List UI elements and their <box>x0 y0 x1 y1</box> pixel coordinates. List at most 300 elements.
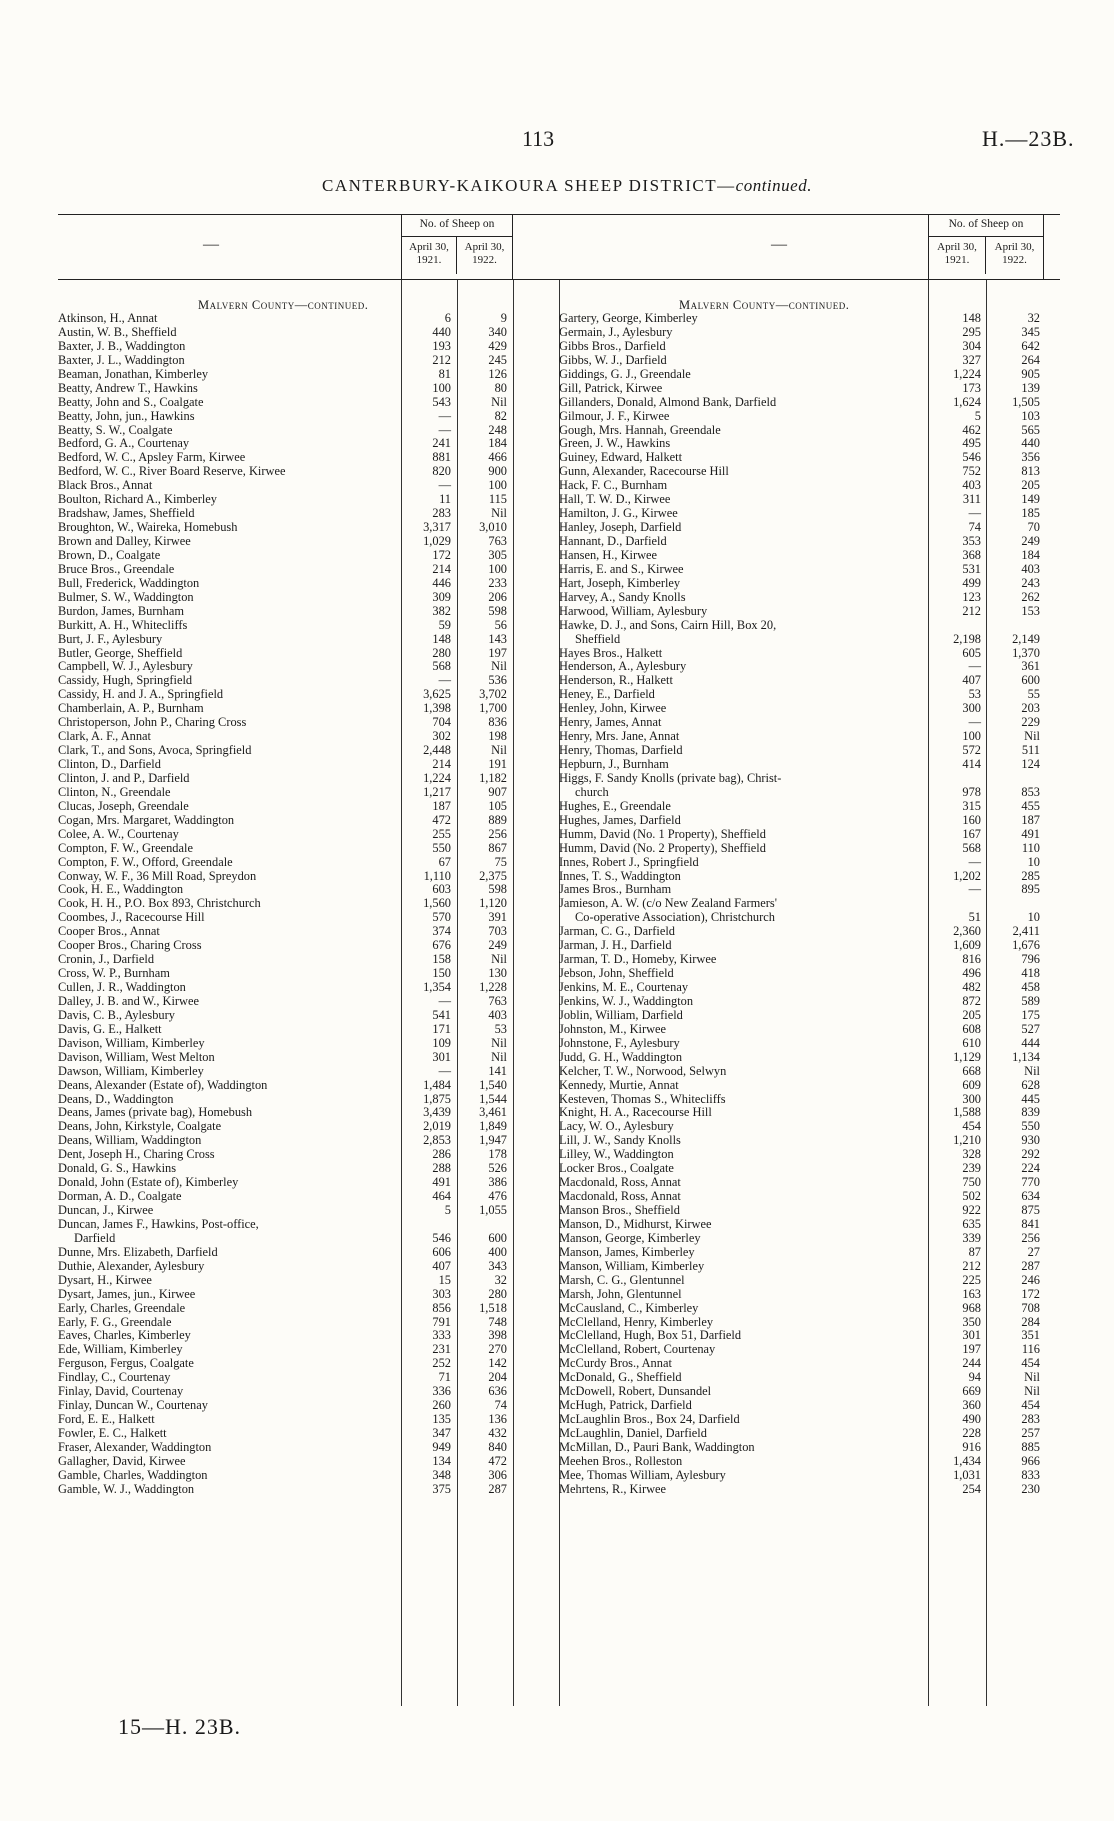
sheep-count-1922: 343 <box>488 1258 507 1273</box>
col-1922-header: April 30, 1922. <box>464 241 505 266</box>
owner-name <box>559 1343 927 1357</box>
table-row <box>58 1288 559 1302</box>
table-row <box>559 814 1060 828</box>
owner-name-text: Hanley, Joseph, Darfield <box>559 521 682 535</box>
sheep-count-1922: 56 <box>494 617 507 632</box>
sheep-count-1921: 669 <box>962 1384 981 1399</box>
sheep-count-1921: 160 <box>962 812 981 827</box>
sheep-count-1922: 197 <box>488 645 507 660</box>
owner-name-text: Cogan, Mrs. Margaret, Waddington <box>58 813 235 827</box>
sheep-count-1922: Nil <box>1024 1370 1040 1385</box>
owner-name-text: Clinton, N., Greendale <box>58 785 171 799</box>
owner-name-text: Hawke, D. J., and Sons, Cairn Hill, Box 20, <box>559 618 777 632</box>
owner-name <box>58 660 398 674</box>
owner-name <box>559 870 927 884</box>
owner-name-text: Manson, George, Kimberley <box>559 1231 701 1245</box>
sheep-count-1922: 930 <box>1021 1133 1040 1148</box>
owner-name <box>58 716 398 730</box>
owner-name <box>58 1023 398 1037</box>
sheep-count-1922: 642 <box>1021 338 1040 353</box>
sheep-count-1921: — <box>968 715 981 730</box>
owner-name-text: Brown, D., Coalgate <box>58 548 161 562</box>
sheep-count-1921: 752 <box>962 464 981 479</box>
owner-name-text: Cassidy, H. and J. A., Springfield <box>58 688 224 702</box>
sheep-count-1922: 708 <box>1021 1300 1040 1315</box>
owner-name <box>58 1316 398 1330</box>
sheep-count-1922: 403 <box>488 1007 507 1022</box>
table-row <box>559 995 1060 1009</box>
county-heading <box>198 298 368 313</box>
owner-name-text: Germain, J., Aylesbury <box>559 325 673 339</box>
owner-name-text: Donald, G. S., Hawkins <box>58 1162 177 1176</box>
table-row <box>58 1218 559 1246</box>
left-column <box>58 214 559 1706</box>
owner-name <box>559 368 927 382</box>
owner-name <box>559 925 927 939</box>
sheep-count-1922: 3,010 <box>479 520 507 535</box>
sheep-count-1922: 833 <box>1021 1467 1040 1482</box>
sheep-count-1921: 51 <box>968 910 981 925</box>
owner-name <box>58 981 398 995</box>
sheep-count-1921: 368 <box>962 547 981 562</box>
owner-name-text: Finlay, David, Courtenay <box>58 1385 184 1399</box>
table-row <box>559 1329 1060 1343</box>
table-row <box>559 410 1060 424</box>
sheep-count-1922: 345 <box>1021 324 1040 339</box>
sheep-count-1922: 149 <box>1021 492 1040 507</box>
owner-name <box>559 1371 927 1385</box>
table-row <box>559 1413 1060 1427</box>
table-row <box>559 507 1060 521</box>
table-row <box>559 396 1060 410</box>
owner-name <box>559 716 927 730</box>
owner-name-text: Locker Bros., Coalgate <box>559 1162 674 1176</box>
table-row <box>58 479 559 493</box>
sheep-count-1921: 750 <box>962 1175 981 1190</box>
sheep-count-1922: 813 <box>1021 464 1040 479</box>
owner-name-text: Compton, F. W., Greendale <box>58 841 193 855</box>
sheep-count-1922: 458 <box>1021 980 1040 995</box>
table-row <box>58 1120 559 1134</box>
sheep-count-1921: 2,360 <box>953 924 981 939</box>
sheep-count-1922: 305 <box>488 547 507 562</box>
table-row <box>58 1302 559 1316</box>
owner-name <box>58 1176 398 1190</box>
owner-name-text: Jenkins, W. J., Waddington <box>559 994 694 1008</box>
sheep-count-1922: 1,700 <box>479 701 507 716</box>
owner-name-text: Black Bros., Annat <box>58 479 153 493</box>
table-row <box>559 647 1060 661</box>
owner-name-text: Colee, A. W., Courtenay <box>58 827 179 841</box>
table-row <box>559 953 1060 967</box>
owner-name <box>559 1357 927 1371</box>
table-row <box>559 312 1060 326</box>
table-row <box>559 925 1060 939</box>
table-row <box>559 1469 1060 1483</box>
sheep-count-1922: 875 <box>1021 1203 1040 1218</box>
owner-name-text: Davis, C. B., Aylesbury <box>58 1008 175 1022</box>
owner-name-text: Cook, H. H., P.O. Box 893, Christchurch <box>58 897 261 911</box>
table-row <box>559 1274 1060 1288</box>
owner-name-text: Gough, Mrs. Hannah, Greendale <box>559 423 721 437</box>
sheep-count-1922: 306 <box>488 1467 507 1482</box>
sheep-count-1922: 204 <box>488 1370 507 1385</box>
table-row <box>58 1483 559 1497</box>
sheep-count-1922: 565 <box>1021 422 1040 437</box>
sheep-count-1922: 340 <box>488 324 507 339</box>
owner-name <box>559 1106 927 1120</box>
sheep-count-1922: 139 <box>1021 380 1040 395</box>
owner-name <box>58 1051 398 1065</box>
table-row <box>559 521 1060 535</box>
table-row <box>559 758 1060 772</box>
owner-name-text: Knight, H. A., Racecourse Hill <box>559 1106 712 1120</box>
owner-name-text: Eaves, Charles, Kimberley <box>58 1329 191 1343</box>
table-row <box>58 1357 559 1371</box>
sheep-count-1921: 150 <box>432 966 451 981</box>
owner-name <box>559 674 927 688</box>
sheep-count-1921: 148 <box>962 311 981 325</box>
sheep-count-1921: — <box>968 854 981 869</box>
owner-name-text: Hack, F. C., Burnham <box>559 479 668 493</box>
owner-name <box>58 1385 398 1399</box>
table-row <box>559 1288 1060 1302</box>
owner-name-text: Brown and Dalley, Kirwee <box>58 535 191 548</box>
sheep-count-1922: 1,228 <box>479 980 507 994</box>
sheep-count-1922: 206 <box>488 589 507 604</box>
owner-name-text: Clucas, Joseph, Greendale <box>58 799 189 813</box>
sheep-count-1922: 32 <box>494 1272 507 1287</box>
sheep-count-1921: 1,029 <box>423 534 451 548</box>
table-row <box>58 702 559 716</box>
owner-name-text: Ford, E. E., Halkett <box>58 1413 155 1427</box>
owner-name <box>559 619 927 647</box>
sheep-count-1921: 446 <box>432 575 451 590</box>
table-row <box>58 605 559 619</box>
owner-name-text: Atkinson, H., Annat <box>58 312 158 325</box>
owner-name-text: Dysart, H., Kirwee <box>58 1273 152 1287</box>
sheep-count-1922: Nil <box>491 743 507 758</box>
sheep-count-1921: 311 <box>962 492 981 507</box>
col-1921-header: April 30, 1921. <box>929 236 986 274</box>
table-row <box>58 744 559 758</box>
owner-name <box>559 1120 927 1134</box>
table-row <box>559 842 1060 856</box>
owner-name <box>58 702 398 716</box>
owner-name-text: Ede, William, Kimberley <box>58 1343 183 1357</box>
owner-name-text: Gibbs Bros., Darfield <box>559 339 666 353</box>
sheep-count-1921: 978 <box>962 784 981 799</box>
sheep-count-1921: 171 <box>432 1021 451 1036</box>
sheep-count-1922: 243 <box>1021 575 1040 590</box>
table-row <box>58 1371 559 1385</box>
owner-name <box>58 688 398 702</box>
table-row <box>559 1343 1060 1357</box>
table-row <box>559 493 1060 507</box>
owner-name-text: Manson Bros., Sheffield <box>559 1204 680 1218</box>
table-row <box>58 437 559 451</box>
owner-name-text: McLaughlin, Daniel, Darfield <box>559 1427 707 1441</box>
owner-name <box>559 800 927 814</box>
sheep-count-1922: 432 <box>488 1426 507 1441</box>
owner-name <box>58 828 398 842</box>
table-row <box>559 1441 1060 1455</box>
table-row <box>559 577 1060 591</box>
sheep-count-1922: 178 <box>488 1147 507 1162</box>
table-row <box>559 591 1060 605</box>
table-row <box>58 396 559 410</box>
owner-name-text: Henry, Thomas, Darfield <box>559 744 683 758</box>
sheep-count-1922: Nil <box>1024 1384 1040 1399</box>
sheep-count-1921: 496 <box>962 966 981 981</box>
sheep-count-1921: 374 <box>432 924 451 939</box>
owner-name-text: Coombes, J., Racecourse Hill <box>58 911 205 925</box>
owner-name <box>559 591 927 605</box>
table-row <box>58 1455 559 1469</box>
owner-name-text: Bedford, W. C., River Board Reserve, Kirwee <box>58 465 286 479</box>
table-row <box>58 716 559 730</box>
owner-name <box>559 1302 927 1316</box>
table-row <box>58 1037 559 1051</box>
sheep-count-1921: 197 <box>962 1342 981 1357</box>
sheep-count-1921: 541 <box>432 1007 451 1022</box>
owner-name <box>58 939 398 953</box>
sheep-count-1921: 286 <box>432 1147 451 1162</box>
owner-name <box>58 1120 398 1134</box>
owner-name <box>58 591 398 605</box>
sheep-count-1922: 966 <box>1021 1453 1040 1468</box>
owner-name-text: Heney, E., Darfield <box>559 688 655 702</box>
table-row <box>559 856 1060 870</box>
sheep-count-1921: 543 <box>432 394 451 409</box>
sheep-count-1921: 881 <box>432 450 451 465</box>
table-row <box>559 660 1060 674</box>
table-row <box>58 563 559 577</box>
owner-name-text: Joblin, William, Darfield <box>559 1008 683 1022</box>
owner-name <box>58 1037 398 1051</box>
table-row <box>559 368 1060 382</box>
sheep-count-1922: 867 <box>488 840 507 855</box>
owner-name <box>559 953 927 967</box>
document-reference: H.—23B. <box>982 126 1075 151</box>
owner-name-text: Jebson, John, Sheffield <box>559 967 674 981</box>
owner-name <box>58 354 398 368</box>
owner-name-text: Clark, A. F., Annat <box>58 730 151 744</box>
owner-name-text: Henderson, A., Aylesbury <box>559 660 687 674</box>
owner-name <box>559 828 927 842</box>
owner-name-text: Ferguson, Fergus, Coalgate <box>58 1357 194 1371</box>
owner-name-text: Harvey, A., Sandy Knolls <box>559 590 686 604</box>
owner-name-text: Gamble, Charles, Waddington <box>58 1468 208 1482</box>
sheep-count-1922: 900 <box>488 464 507 479</box>
sheep-count-1921: 283 <box>432 506 451 521</box>
table-row <box>58 814 559 828</box>
sheep-count-1922: 224 <box>1021 1161 1040 1176</box>
table-row <box>559 563 1060 577</box>
sheep-count-1922: 1,849 <box>479 1119 507 1134</box>
sheep-count-1921: 608 <box>962 1021 981 1036</box>
owner-name-text: Deans, Alexander (Estate of), Waddington <box>58 1078 268 1092</box>
sheep-count-1921: 1,588 <box>953 1105 981 1120</box>
owner-name-text: Austin, W. B., Sheffield <box>58 325 177 339</box>
sheep-count-1922: 141 <box>488 1063 507 1078</box>
sheep-count-1922: 839 <box>1021 1105 1040 1120</box>
sheep-count-1921: 546 <box>432 1230 451 1245</box>
table-row <box>58 1441 559 1455</box>
sheep-count-1921: 968 <box>962 1300 981 1315</box>
owner-name <box>559 549 927 563</box>
owner-name <box>58 451 398 465</box>
sheep-count-1922: 100 <box>488 561 507 576</box>
owner-name-text: Jarman, T. D., Homeby, Kirwee <box>559 953 717 967</box>
owner-name-text: Davis, G. E., Halkett <box>58 1022 162 1036</box>
sheep-count-1921: 2,448 <box>423 743 451 758</box>
owner-name <box>58 1148 398 1162</box>
table-row <box>58 870 559 884</box>
table-row <box>559 1190 1060 1204</box>
sheep-count-1922: 153 <box>1021 603 1040 618</box>
table-row <box>559 1120 1060 1134</box>
sheep-count-1921: 502 <box>962 1189 981 1204</box>
table-row <box>58 939 559 953</box>
owner-name-text: Gamble, W. J., Waddington <box>58 1482 195 1496</box>
table-row <box>559 772 1060 800</box>
owner-name <box>559 1441 927 1455</box>
sheep-count-1922: 53 <box>494 1021 507 1036</box>
owner-name <box>58 814 398 828</box>
owner-name <box>58 382 398 396</box>
owner-name-text: Kesteven, Thomas S., Whitecliffs <box>559 1092 726 1106</box>
sheep-count-1921: 109 <box>432 1035 451 1050</box>
owner-name-text: Harris, E. and S., Kirwee <box>559 562 684 576</box>
owner-name <box>559 1483 927 1497</box>
table-row <box>559 326 1060 340</box>
owner-name <box>58 410 398 424</box>
owner-name <box>58 1371 398 1385</box>
sheep-count-1921: 1,217 <box>423 784 451 799</box>
sheep-count-1921: 2,853 <box>423 1133 451 1148</box>
owner-name-text: McDowell, Robert, Dunsandel <box>559 1385 712 1399</box>
title-main: CANTERBURY-KAIKOURA SHEEP DISTRICT— <box>322 176 736 195</box>
owner-name-text: Gallagher, David, Kirwee <box>58 1454 186 1468</box>
owner-name-text: Green, J. W., Hawkins <box>559 437 671 451</box>
table-row <box>58 1399 559 1413</box>
table-row <box>58 911 559 925</box>
owner-name-text: Baxter, J. L., Waddington <box>58 353 185 367</box>
table-row <box>559 340 1060 354</box>
sheep-count-1922: 184 <box>488 436 507 451</box>
table-row <box>58 424 559 438</box>
owner-name-text: Jarman, C. G., Darfield <box>559 925 675 939</box>
owner-name <box>559 1009 927 1023</box>
sheep-count-1921: 100 <box>962 729 981 744</box>
sheep-count-1921: 546 <box>962 450 981 465</box>
sheep-count-1921: 301 <box>962 1328 981 1343</box>
sheep-count-1921: 172 <box>432 547 451 562</box>
owner-name <box>58 619 398 633</box>
sheep-count-1922: 841 <box>1021 1216 1040 1231</box>
owner-name <box>58 772 398 786</box>
sheep-count-1922: 233 <box>488 575 507 590</box>
table-row <box>58 1093 559 1107</box>
sheep-count-1922: 1,544 <box>479 1091 507 1106</box>
sheep-count-1921: 123 <box>962 589 981 604</box>
table-row <box>58 953 559 967</box>
sheep-count-1921: 244 <box>962 1356 981 1371</box>
sheep-count-1922: 105 <box>488 798 507 813</box>
owner-name <box>559 1399 927 1413</box>
table-row <box>559 451 1060 465</box>
table-row <box>58 883 559 897</box>
right-column <box>559 214 1060 1706</box>
table-row <box>559 549 1060 563</box>
owner-name <box>58 1162 398 1176</box>
owner-name <box>559 981 927 995</box>
owner-name-text: Manson, William, Kimberley <box>559 1259 705 1273</box>
owner-name <box>559 1134 927 1148</box>
table-row <box>559 981 1060 995</box>
owner-name-text: Hughes, James, Darfield <box>559 813 681 827</box>
sheep-count-1922: 1,540 <box>479 1077 507 1092</box>
sheep-count-1921: 214 <box>432 561 451 576</box>
sheep-count-1921: 6 <box>444 311 451 325</box>
sheep-count-1921: 59 <box>438 617 451 632</box>
owner-name-text: Beatty, John and S., Coalgate <box>58 395 204 409</box>
table-row <box>559 1093 1060 1107</box>
sheep-count-1922: 175 <box>1021 1007 1040 1022</box>
left-rows <box>58 312 559 1497</box>
sheep-count-1921: 490 <box>962 1412 981 1427</box>
owner-name-text: Marsh, C. G., Glentunnel <box>559 1273 685 1287</box>
sheep-count-header <box>401 214 513 280</box>
owner-name <box>559 535 927 549</box>
owner-name-text: Gilmour, J. F., Kirwee <box>559 409 670 423</box>
owner-name <box>559 605 927 619</box>
table-row <box>58 925 559 939</box>
owner-name <box>559 1148 927 1162</box>
sheep-count-1922: 907 <box>488 784 507 799</box>
owner-name <box>559 1260 927 1274</box>
table-row <box>58 1134 559 1148</box>
sheep-count-1922: 491 <box>1021 826 1040 841</box>
owner-name <box>58 1469 398 1483</box>
table-row <box>559 870 1060 884</box>
table-row <box>58 1204 559 1218</box>
sheep-count-1921: 309 <box>432 589 451 604</box>
sheep-count-1922: 853 <box>1021 784 1040 799</box>
table-row <box>58 549 559 563</box>
left-table-header <box>58 214 559 280</box>
owner-name-text: Beatty, Andrew T., Hawkins <box>58 381 198 395</box>
sheep-count-1921: 820 <box>432 464 451 479</box>
owner-name-text: Johnston, M., Kirwee <box>559 1022 667 1036</box>
table-row <box>559 1023 1060 1037</box>
table-row <box>58 354 559 368</box>
owner-name-text: Beaman, Jonathan, Kimberley <box>58 367 209 381</box>
owner-name-text: Cross, W. P., Burnham <box>58 967 170 981</box>
table-row <box>559 1162 1060 1176</box>
sheep-count-1922: 262 <box>1021 589 1040 604</box>
owner-name <box>58 396 398 410</box>
owner-name <box>58 340 398 354</box>
sheep-count-1921: 100 <box>432 380 451 395</box>
owner-name <box>58 424 398 438</box>
owner-name-text: Cronin, J., Darfield <box>58 953 155 967</box>
sheep-count-1921: 464 <box>432 1189 451 1204</box>
table-row <box>559 1176 1060 1190</box>
sheep-count-1921: 454 <box>962 1119 981 1134</box>
sheep-count-1921: 491 <box>432 1175 451 1190</box>
